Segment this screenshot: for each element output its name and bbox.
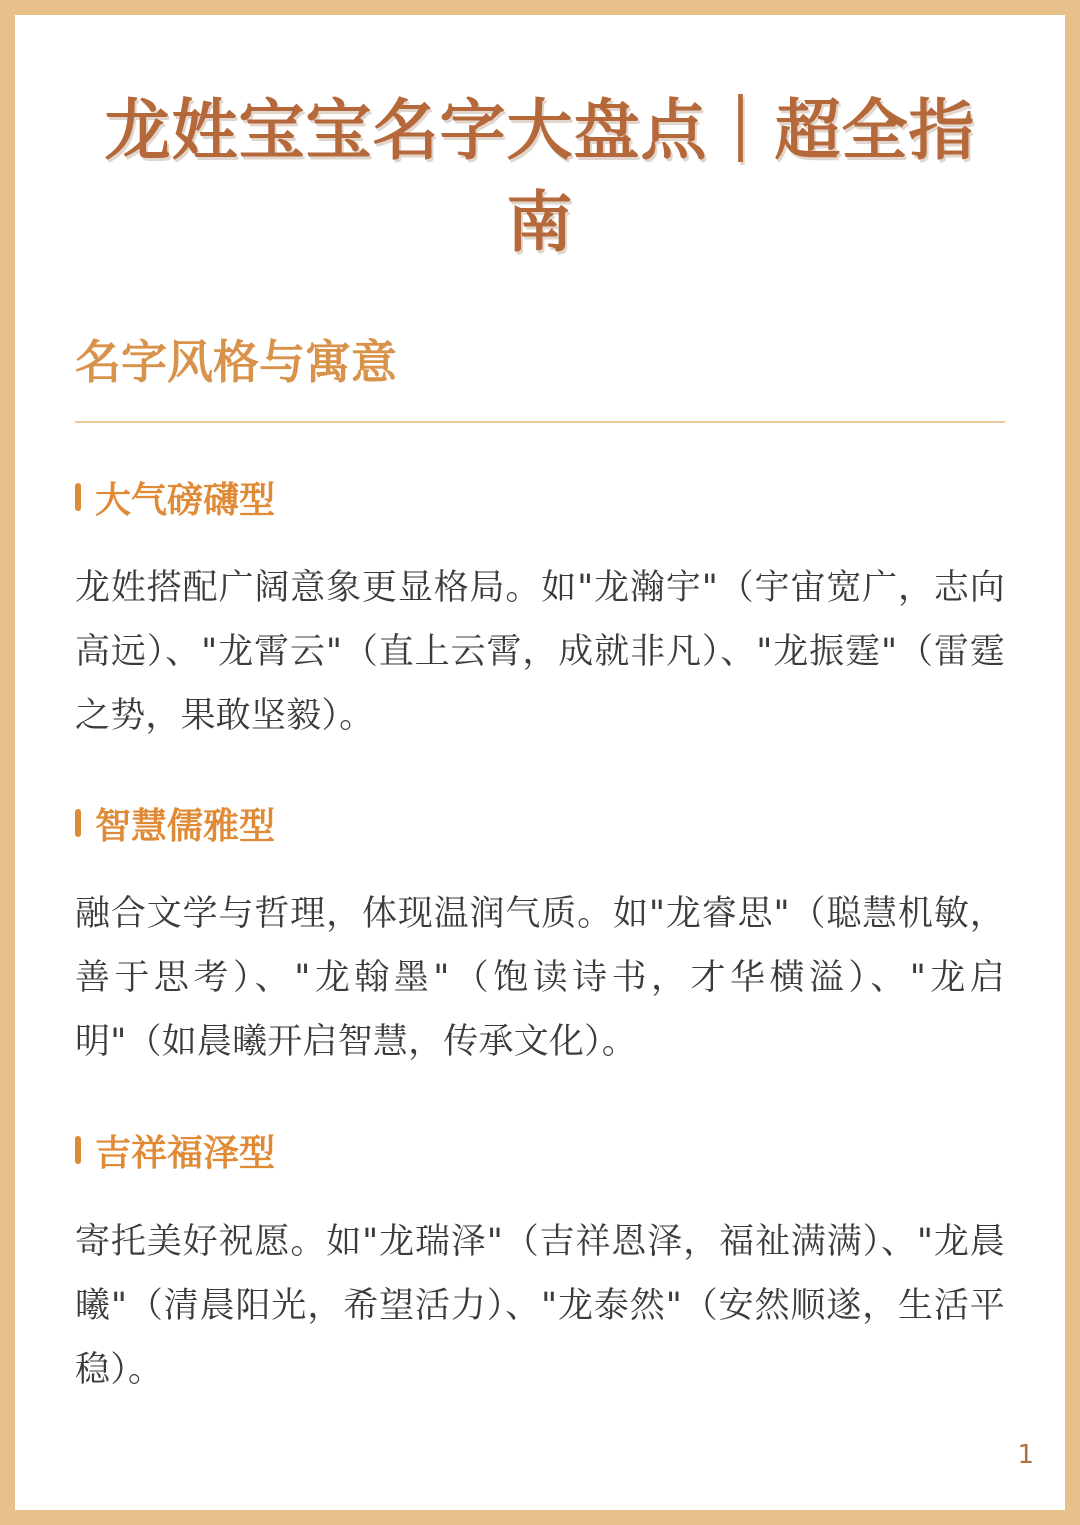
category-description-grand: 龙姓搭配广阔意象更显格局。如"龙瀚宇"（宇宙宽广，志向高远）、"龙霄云"（直上云霄，成就非凡）、"龙振霆"（雷霆之势，果敢坚毅）。 (75, 568, 1005, 736)
heading-accent-bar (75, 1136, 81, 1164)
heading-accent-bar (75, 483, 81, 511)
heading-accent-bar (75, 809, 81, 837)
category-description-wisdom: 融合文学与哲理，体现温润气质。如"龙睿思"（聪慧机敏，善于思考）、"龙翰墨"（饱读诗书，才华横溢）、"龙启明"（如晨曦开启智慧，传承文化）。 (75, 894, 1005, 1062)
category-heading-wisdom (75, 798, 275, 848)
page-number: 1 (1017, 1440, 1034, 1470)
section-divider (75, 421, 1005, 423)
category-heading-fortune (75, 1125, 275, 1175)
page-title (0, 85, 1080, 269)
category-heading-label: 智慧儒雅型 (95, 805, 276, 847)
category-heading-label: 吉祥福泽型 (95, 1132, 276, 1174)
page-title-line-2: 南 (506, 184, 574, 261)
section-heading: 名字风格与寓意 (75, 335, 397, 389)
category-heading-grand (75, 472, 275, 522)
category-description-fortune: 寄托美好祝愿。如"龙瑞泽"（吉祥恩泽，福祉满满）、"龙晨曦"（清晨阳光，希望活力）、"龙泰然"（安然顺遂，生活平稳）。 (75, 1222, 1005, 1390)
page-title-line-1: 龙姓宝宝名字大盘点｜超全指 (104, 92, 976, 169)
category-heading-label: 大气磅礴型 (95, 479, 276, 521)
